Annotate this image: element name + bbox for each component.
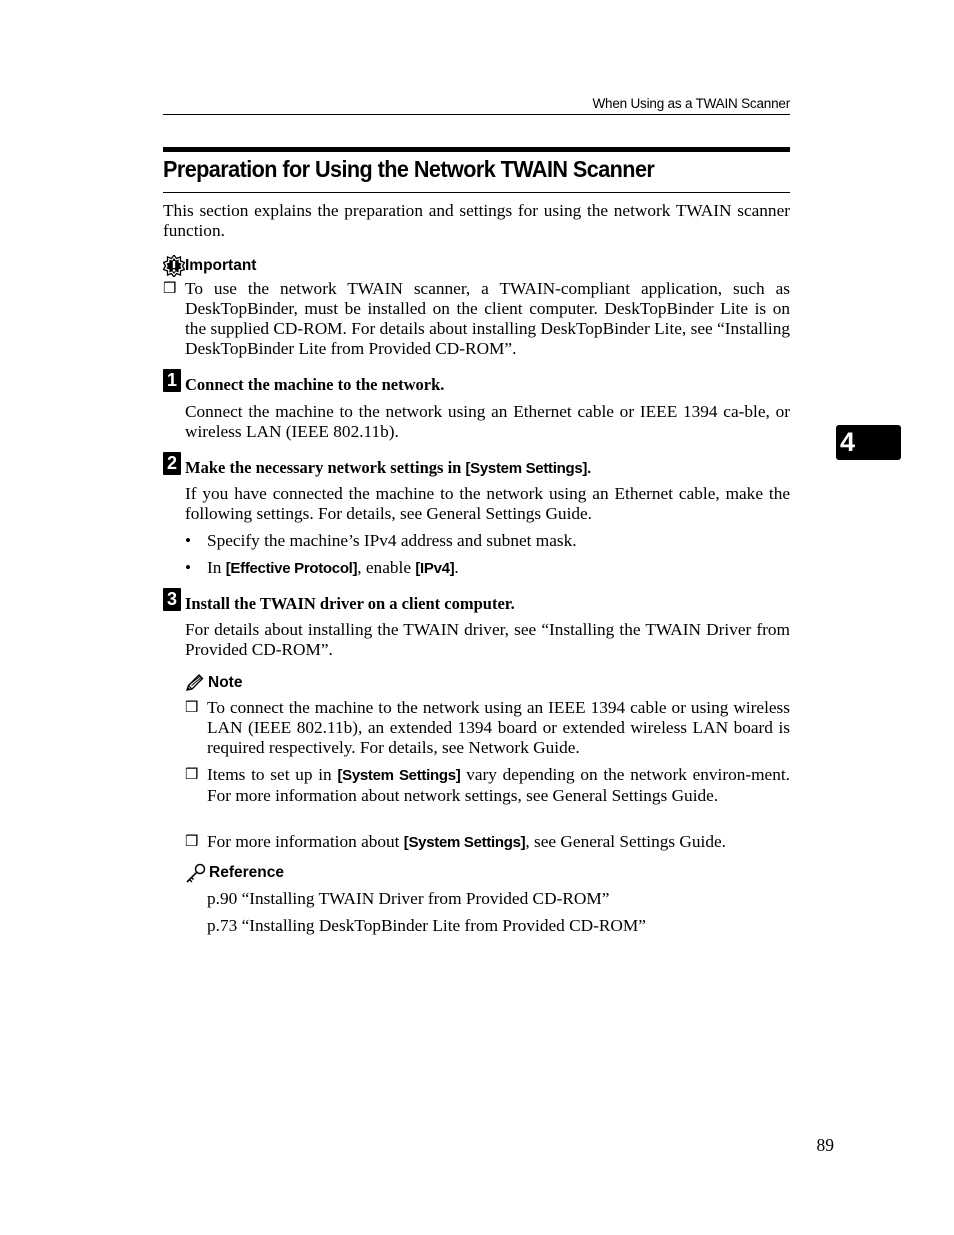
- bullet-text: [207, 558, 459, 579]
- checkbox-icon: ❒: [185, 833, 199, 850]
- key-icon: [185, 863, 207, 883]
- note-heading: [185, 674, 242, 692]
- important-icon: [163, 255, 185, 277]
- step-2-title-text: Make the necessary network settings in: [185, 458, 466, 477]
- reference-label: Reference: [209, 864, 284, 881]
- reference-link[interactable]: p.73 “Installing DeskTopBinder Lite from Provided CD-ROM”: [207, 916, 646, 935]
- step-3-body: For details about installing the TWAIN driver, see “Installing the TWAIN Driver from Provided CD-ROM”.: [185, 620, 790, 659]
- effective-protocol-term: [Effective Protocol]: [225, 560, 358, 577]
- important-item: [163, 279, 790, 359]
- bullet-item: [185, 558, 790, 579]
- note-item: [185, 832, 790, 853]
- bullet-item: [185, 531, 790, 551]
- running-header: When Using as a TWAIN Scanner: [592, 96, 790, 111]
- important-heading: [163, 255, 256, 277]
- note-text: To connect the machine to the network using an IEEE 1394 cable or using wireless LAN (IEEE 802.11b), an extended 1394 board or extended wireless LAN board is required respectively. For details, see Network Guide.: [207, 698, 790, 757]
- checkbox-icon: ❒: [185, 766, 199, 783]
- bullet-text-part: , enable: [357, 558, 416, 577]
- note-item: [185, 765, 790, 806]
- note-item: [185, 698, 790, 758]
- step-1-body: Connect the machine to the network using an Ethernet cable or IEEE 1394 ca-ble, or wireless LAN (IEEE 802.11b).: [185, 402, 790, 441]
- pencil-icon: [185, 674, 205, 692]
- system-settings-term: [System Settings].: [465, 460, 591, 477]
- note-text-part: , see General Settings Guide.: [525, 832, 726, 851]
- system-settings-term: [System Settings]: [337, 767, 461, 784]
- checkbox-icon: ❒: [163, 280, 177, 297]
- note-text-part: Items to set up in: [207, 765, 338, 784]
- checkbox-icon: ❒: [185, 699, 199, 716]
- bullet-dot: •: [185, 531, 192, 550]
- note-text: [207, 765, 790, 806]
- important-text: To use the network TWAIN scanner, a TWAIN-compliant application, such as DeskTopBinder, must be installed on the client computer. DeskTopBinder Lite is on the supplied CD-ROM. For details about installing DeskTopBinder Lite, see “Installing DeskTopBinder Lite from Provided CD-ROM”.: [185, 279, 790, 358]
- title-underline: [163, 192, 790, 193]
- reference-heading: [185, 863, 284, 883]
- bullet-text-part: .: [454, 558, 459, 577]
- note-text-part: For more information about: [207, 832, 404, 851]
- step-number-3: 3: [163, 588, 181, 611]
- note-text-part: vary depending on the network environ-ment. For more information about network settings, see General Settings Guide.: [207, 765, 790, 805]
- system-settings-term: [System Settings]: [403, 834, 526, 851]
- page-number: 89: [816, 1135, 834, 1155]
- note-label: Note: [208, 674, 243, 691]
- step-number-1: 1: [163, 369, 181, 392]
- bullet-text: Specify the machine’s IPv4 address and subnet mask.: [207, 531, 577, 550]
- step-1-title: Connect the machine to the network.: [185, 375, 445, 394]
- step-number-2: 2: [163, 452, 181, 475]
- reference-link[interactable]: p.90 “Installing TWAIN Driver from Provided CD-ROM”: [207, 889, 610, 908]
- title-top-bar: [163, 147, 790, 152]
- bullet-text-part: In: [207, 558, 226, 577]
- chapter-tab: 4: [836, 425, 901, 460]
- bullet-dot: •: [185, 558, 192, 577]
- ipv4-term: [IPv4]: [415, 560, 455, 577]
- note-text: [207, 832, 790, 853]
- intro-paragraph: This section explains the preparation and settings for using the network TWAIN scanner function.: [163, 201, 790, 240]
- step-2-body: If you have connected the machine to the network using an Ethernet cable, make the following settings. For details, see General Settings Guide.: [185, 484, 790, 523]
- step-2-title: [185, 458, 591, 478]
- page-title: Preparation for Using the Network TWAIN Scanner: [163, 156, 655, 182]
- step-3-title: Install the TWAIN driver on a client computer.: [185, 594, 515, 613]
- important-label: Important: [185, 257, 257, 274]
- header-rule: [163, 114, 790, 115]
